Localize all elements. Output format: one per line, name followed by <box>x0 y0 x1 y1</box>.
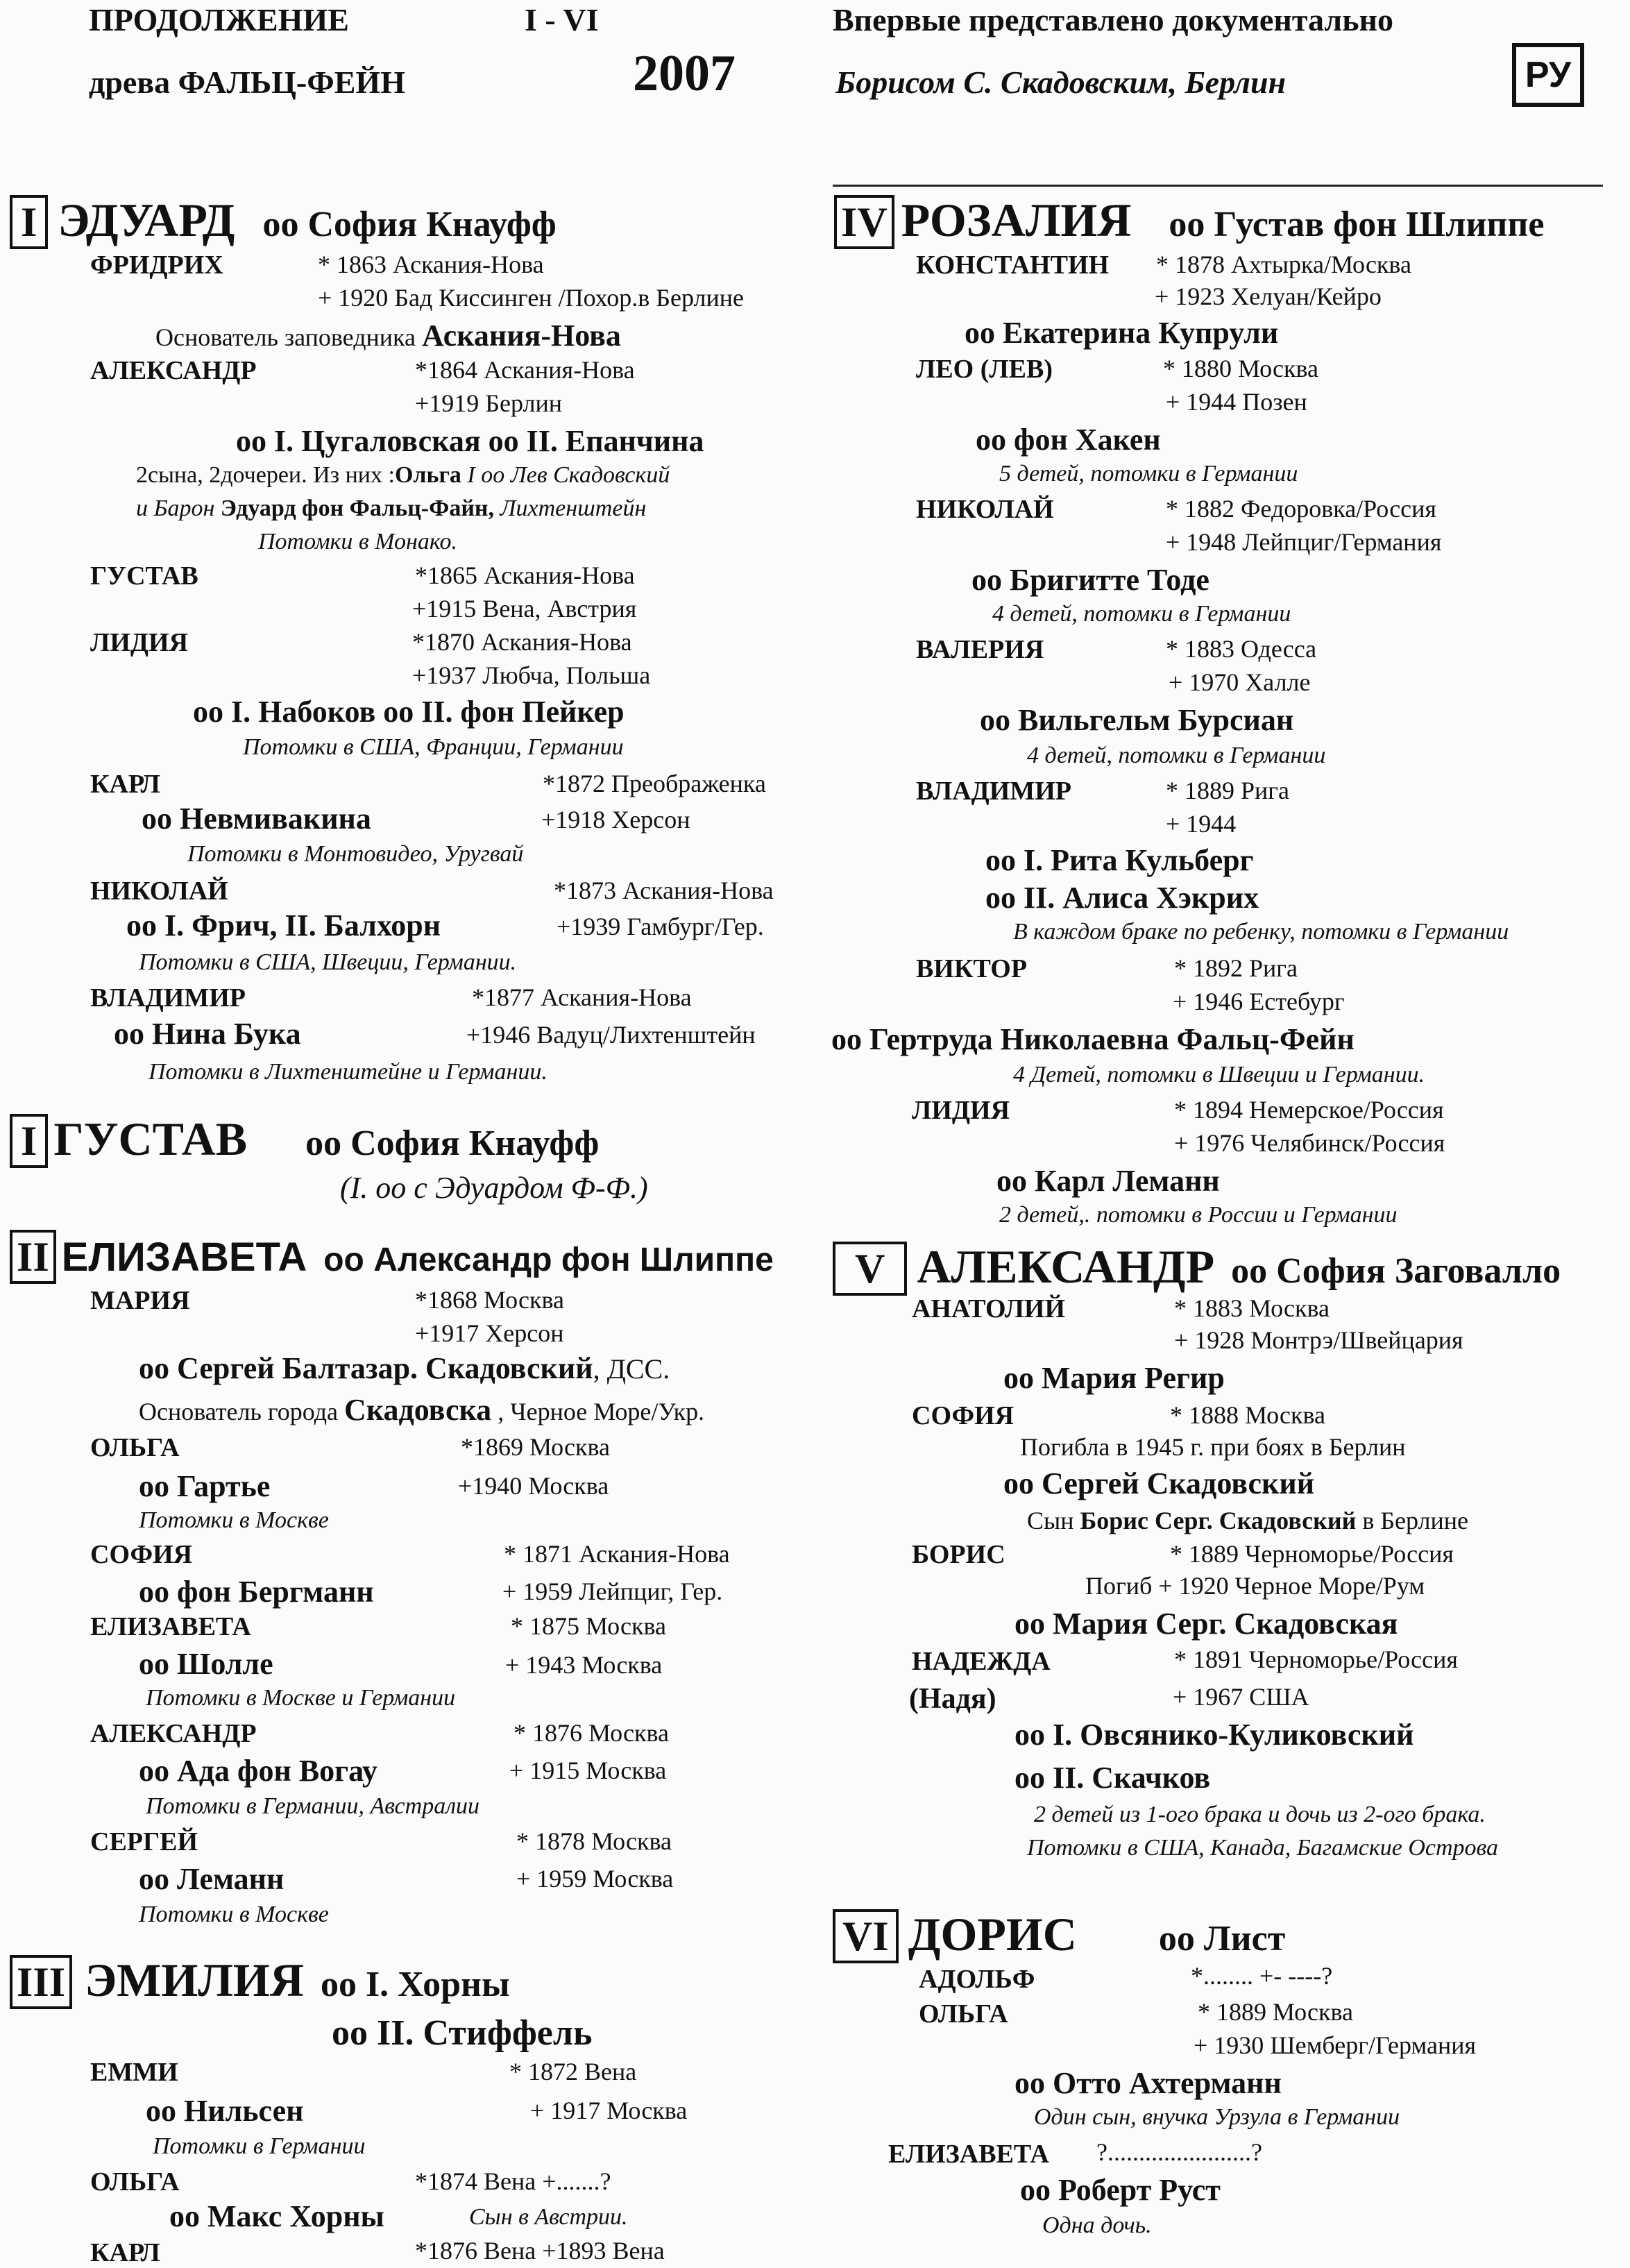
life-note: Погиб + 1920 Черное Море/Рум <box>1085 1572 1425 1600</box>
descendants-note: 5 детей, потомки в Германии <box>999 461 1298 486</box>
person-name: ВЛАДИМИР <box>90 983 246 1013</box>
marriage: оо Леманн <box>139 1862 285 1896</box>
section-number: VI <box>833 1909 899 1963</box>
person-name: ФРИДРИХ <box>90 251 223 280</box>
death: + 1970 Халле <box>1169 668 1311 696</box>
death: +1915 Вена, Австрия <box>412 595 637 623</box>
section-number: IV <box>834 195 894 249</box>
descendants-note: Потомки в Германии <box>153 2133 366 2159</box>
section-number: I <box>10 1114 48 1168</box>
person-name: ГУСТАВ <box>90 561 198 591</box>
person-name: БОРИС <box>912 1540 1005 1569</box>
section-number: II <box>10 1230 56 1284</box>
top-rule <box>833 185 1603 187</box>
marriage: оо Мария Серг. Скадовская <box>1014 1607 1398 1641</box>
death: + 1930 Шемберг/Германия <box>1194 2031 1477 2059</box>
person-name: ЕММИ <box>90 2058 178 2087</box>
person-name: ЕЛИЗАВЕТА <box>888 2140 1049 2169</box>
descendants-note: 2 детей,. потомки в России и Германии <box>999 1202 1398 1228</box>
section-spouse: оо Густав фон Шлиппе <box>1169 205 1545 244</box>
section-title: ГУСТАВ <box>53 1112 248 1165</box>
death: + 1944 Позен <box>1166 388 1307 416</box>
birth: *1873 Аскания-Нова <box>554 877 774 904</box>
marriage: оо фон Хакен <box>976 423 1161 457</box>
marriage: оо II. Стиффель <box>332 2013 593 2053</box>
marriage: оо II. Алиса Хэкрих <box>985 881 1259 915</box>
birth-death-unknown: ?.......................? <box>1096 2138 1262 2166</box>
person-name: НИКОЛАЙ <box>916 495 1054 524</box>
death: + 1976 Челябинск/Россия <box>1174 1129 1445 1157</box>
death: +1918 Херсон <box>541 806 690 833</box>
person-name: АНАТОЛИЙ <box>912 1294 1066 1323</box>
death: + 1917 Москва <box>530 2097 688 2124</box>
birth: * 1894 Немерское/Россия <box>1174 1096 1444 1124</box>
descendants-note: Потомки в США, Швеции, Германии. <box>139 949 517 975</box>
person-name: КАРЛ <box>90 2238 160 2267</box>
death: + 1915 Москва <box>509 1757 667 1784</box>
section-note: (I. оо с Эдуардом Ф-Ф.) <box>340 1171 648 1205</box>
person-name: ЛЕО (ЛЕВ) <box>916 355 1053 384</box>
marriage: оо Мария Регир <box>1003 1361 1225 1395</box>
section-spouse: оо Александр фон Шлиппе <box>323 1242 774 1278</box>
descendants-note: Потомки в Москве и Германии <box>146 1685 456 1711</box>
header-roman-range: I - VI <box>525 2 599 37</box>
birth: *1868 Москва <box>415 1286 564 1314</box>
section-title: ДОРИС <box>908 1908 1077 1961</box>
birth: * 1872 Вена <box>509 2058 637 2085</box>
marriage: оо I. Цугаловская оо II. Епанчина <box>236 424 704 458</box>
birth: * 1891 Черноморье/Россия <box>1174 1645 1458 1673</box>
marriage: оо Гартье <box>139 1469 271 1503</box>
section-number: V <box>833 1242 907 1296</box>
marriage: оо Шолле <box>139 1647 273 1681</box>
descendants-note: Один сын, внучка Урзула в Германии <box>1034 2104 1400 2130</box>
birth: *1874 Вена +.......? <box>415 2167 611 2195</box>
founder-note: Основатель заповедника Аскания-Нова <box>155 319 621 353</box>
person-name: ВЛАДИМИР <box>916 777 1071 806</box>
birth: * 1863 Аскания-Нова <box>318 251 544 278</box>
death: +1939 Гамбург/Гер. <box>557 913 764 940</box>
birth: *1876 Вена +1893 Вена <box>415 2237 665 2265</box>
descendants-note: 4 детей, потомки в Германии <box>992 601 1291 627</box>
marriage: оо Гертруда Николаевна Фальц-Фейн <box>831 1022 1355 1056</box>
person-name-alias: (Надя) <box>909 1683 996 1715</box>
header-year: 2007 <box>633 45 736 102</box>
section-title: РОЗАЛИЯ <box>901 194 1132 246</box>
birth: * 1875 Москва <box>511 1612 666 1640</box>
section-number: III <box>10 1955 72 2009</box>
marriage: оо Вильгельм Бурсиан <box>980 703 1294 737</box>
person-name: НИКОЛАЙ <box>90 877 228 906</box>
marriage: оо Бригитте Тоде <box>971 563 1209 597</box>
descendants-note: Потомки в Германии, Австралии <box>146 1793 480 1819</box>
birth: * 1878 Ахтырка/Москва <box>1156 251 1411 278</box>
header-continuation: ПРОДОЛЖЕНИЕ <box>89 2 349 37</box>
birth: *1869 Москва <box>461 1433 610 1461</box>
descendants-note: Потомки в Лихтенштейне и Германии. <box>148 1059 547 1085</box>
marriage: оо Нильсен <box>146 2094 304 2128</box>
person-name: ЛИДИЯ <box>912 1096 1010 1125</box>
descendants-note: Потомки в Москве <box>139 1507 329 1533</box>
birth: * 1883 Одесса <box>1166 635 1317 663</box>
death: + 1946 Естебург <box>1173 988 1345 1015</box>
death: + 1967 США <box>1173 1683 1309 1711</box>
header-author: Борисом С. Скадовским, Берлин <box>835 65 1287 100</box>
person-name: ВАЛЕРИЯ <box>916 635 1044 664</box>
person-name: СОФИЯ <box>912 1401 1014 1430</box>
person-name: ЕЛИЗАВЕТА <box>90 1612 251 1641</box>
marriage: оо Отто Ахтерманн <box>1014 2066 1282 2100</box>
person-name: АДОЛЬФ <box>919 1965 1035 1994</box>
header-first-presented: Впервые представлено документально <box>833 2 1394 37</box>
person-name: КАРЛ <box>90 770 160 799</box>
section-spouse: оо София Заговалло <box>1231 1251 1561 1291</box>
death: + 1923 Хелуан/Кейро <box>1155 282 1382 310</box>
descendants-note: Потомки в Монако. <box>258 529 457 555</box>
descendants-note: В каждом браке по ребенку, потомки в Германии <box>1013 919 1509 945</box>
header-tree-title: древа ФАЛЬЦ-ФЕЙН <box>89 65 405 100</box>
marriage: оо Сергей Балтазар. Скадовский, ДСС. <box>139 1351 670 1385</box>
marriage: оо I. Фрич, II. Балхорн <box>126 908 441 942</box>
person-name: ЛИДИЯ <box>90 628 189 657</box>
birth: * 1871 Аскания-Нова <box>504 1540 730 1568</box>
section-title: ЭДУАРД <box>58 194 235 246</box>
birth: *1870 Аскания-Нова <box>412 628 632 656</box>
descendants-note: Потомки в США, Франции, Германии <box>243 734 624 760</box>
marriage: оо Нина Бука <box>114 1017 301 1051</box>
birth: * 1889 Черноморье/Россия <box>1170 1540 1454 1568</box>
person-name: МАРИЯ <box>90 1286 190 1315</box>
birth: * 1883 Москва <box>1174 1294 1330 1322</box>
birth: * 1882 Федоровка/Россия <box>1166 495 1436 523</box>
descendants-note: Потомки в США, Канада, Багамские Острова <box>1027 1835 1499 1861</box>
birth: *1865 Аскания-Нова <box>415 561 635 589</box>
section-spouse: оо I. Хорны <box>320 1965 510 2004</box>
descendants-note: Потомки в Монтовидео, Уругвай <box>187 841 524 867</box>
descendants-note: Потомки в Москве <box>139 1902 329 1927</box>
marriage: оо I. Овсянико-Куликовский <box>1014 1718 1414 1752</box>
descendants-note: 2сына, 2дочереи. Из них :Ольга I оо Лев Скадовский <box>136 462 670 488</box>
birth: * 1889 Рига <box>1166 777 1290 804</box>
death: +1937 Любча, Польша <box>412 661 651 689</box>
person-name: ОЛЬГА <box>919 1999 1008 2029</box>
section-title: АЛЕКСАНДР <box>917 1240 1215 1293</box>
descendants-note: 4 Детей, потомки в Швеции и Германии. <box>1013 1062 1425 1088</box>
descendants-note: Сын в Австрии. <box>469 2204 628 2230</box>
marriage: оо Макс Хорны <box>169 2199 384 2233</box>
birth: * 1889 Москва <box>1198 1998 1353 2026</box>
descendants-note: 2 детей из 1-ого брака и дочь из 2-ого брака. <box>1034 1802 1486 1827</box>
person-name: СОФИЯ <box>90 1540 193 1569</box>
birth: *1877 Аскания-Нова <box>472 983 692 1011</box>
death: + 1943 Москва <box>505 1651 663 1679</box>
marriage: оо Екатерина Купрули <box>965 316 1279 350</box>
birth: * 1888 Москва <box>1170 1401 1325 1429</box>
descendants-note: Одна дочь. <box>1042 2212 1152 2238</box>
son-note: Сын Борис Серг. Скадовский в Берлине <box>1027 1507 1468 1534</box>
marriage: оо фон Бергманн <box>139 1575 374 1609</box>
death: + 1959 Москва <box>516 1865 674 1893</box>
death: +1940 Москва <box>458 1472 609 1500</box>
birth: * 1876 Москва <box>513 1719 669 1747</box>
person-name: НАДЕЖДА <box>912 1647 1051 1676</box>
person-name: СЕРГЕЙ <box>90 1827 198 1856</box>
death: +1919 Берлин <box>415 389 562 417</box>
descendants-note: и Барон Эдуард фон Фальц-Файн, Лихтенштейн <box>136 496 647 521</box>
descendants-note: 4 детей, потомки в Германии <box>1027 743 1326 768</box>
death: +1917 Херсон <box>415 1319 564 1347</box>
section-title: ЕЛИЗАВЕТА <box>61 1235 307 1280</box>
section-number: I <box>10 195 48 249</box>
person-name: АЛЕКСАНДР <box>90 356 257 385</box>
marriage: оо I. Рита Кульберг <box>985 843 1254 877</box>
birth: * 1880 Москва <box>1163 355 1318 382</box>
section-spouse: оо София Кнауфф <box>305 1124 600 1163</box>
life-note: Погибла в 1945 г. при боях в Берлин <box>1020 1433 1406 1461</box>
marriage: оо I. Набоков оо II. фон Пейкер <box>193 695 625 729</box>
person-name: АЛЕКСАНДР <box>90 1719 257 1748</box>
marriage: оо Роберт Руст <box>1020 2173 1221 2207</box>
death: +1946 Вадуц/Лихтенштейн <box>466 1021 756 1049</box>
marriage: оо Сергей Скадовский <box>1003 1466 1315 1500</box>
death: + 1920 Бад Киссинген /Похор.в Берлине <box>318 284 744 312</box>
section-spouse: оо София Кнауфф <box>262 205 557 244</box>
person-name: ВИКТОР <box>916 954 1028 983</box>
person-name: ОЛЬГА <box>90 2167 180 2197</box>
death: + 1948 Лейпциг/Германия <box>1166 528 1442 556</box>
section-title: ЭМИЛИЯ <box>85 1954 304 2006</box>
person-name: КОНСТАНТИН <box>916 251 1110 280</box>
marriage: оо Карл Леманн <box>996 1164 1220 1198</box>
death: + 1959 Лейпциг, Гер. <box>502 1577 723 1605</box>
birth: * 1878 Москва <box>516 1827 672 1855</box>
birth-death-unknown: *........ +- ----? <box>1191 1962 1333 1990</box>
marriage: оо Ада фон Вогау <box>139 1754 377 1788</box>
person-name: ОЛЬГА <box>90 1433 180 1462</box>
birth: *1864 Аскания-Нова <box>415 356 635 384</box>
section-spouse: оо Лист <box>1158 1919 1286 1958</box>
birth: * 1892 Рига <box>1174 954 1298 982</box>
death: + 1944 <box>1166 810 1237 838</box>
birth: *1872 Преображенка <box>543 770 766 797</box>
marriage: оо II. Скачков <box>1014 1761 1211 1795</box>
language-badge: РУ <box>1512 43 1584 107</box>
marriage: оо Невмивакина <box>142 802 371 836</box>
founder-note: Основатель города Скадовска , Черное Море/Укр. <box>139 1393 705 1427</box>
death: + 1928 Монтрэ/Швейцария <box>1174 1326 1463 1354</box>
